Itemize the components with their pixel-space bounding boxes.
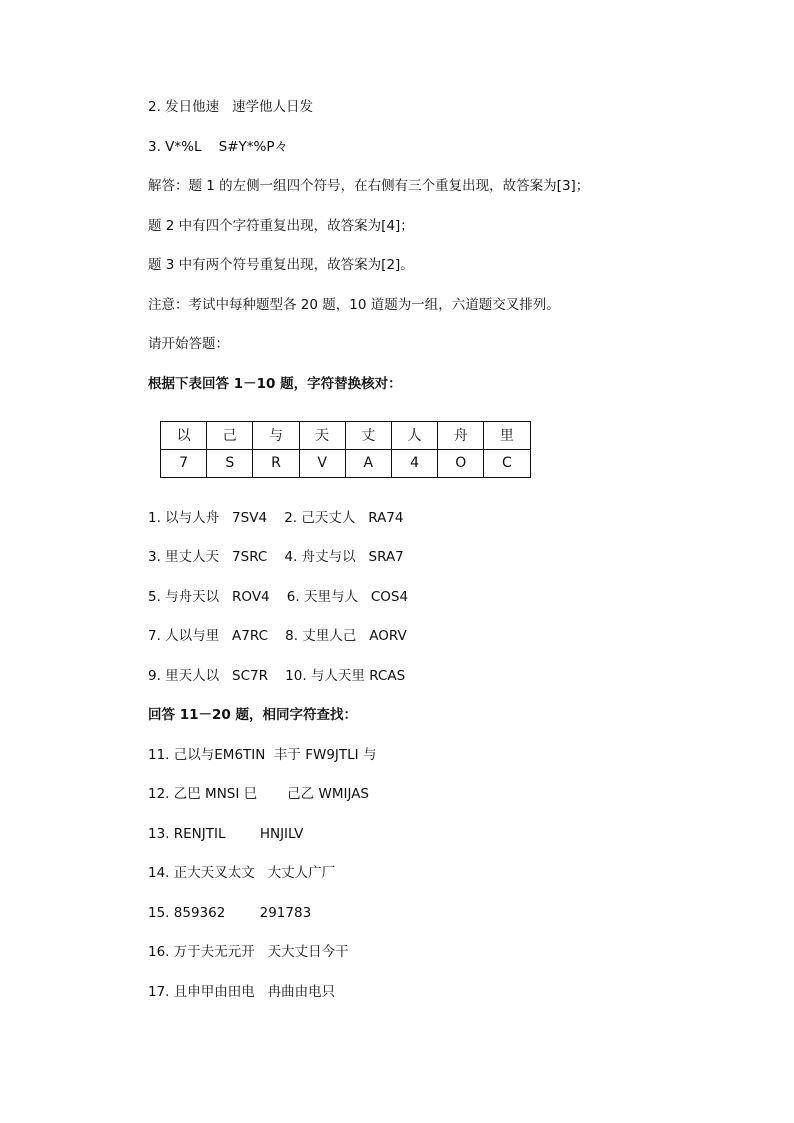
key-code-cell: 4	[391, 449, 437, 477]
question-line: 12. 乙巴 MNSI 巳 己乙 WMIJAS	[148, 786, 369, 802]
question-line: 17. 且申甲由田电 冉曲由电只	[148, 983, 336, 1000]
key-code-cell: R	[253, 449, 299, 477]
answer-explanation-2: 题 2 中有四个字符重复出现，故答案为[4]；	[148, 217, 414, 234]
question-line: 15. 859362 291783	[148, 904, 312, 921]
key-table-row-chars	[161, 421, 531, 449]
question-line: 11. 己以与EM6TIN 丰于 FW9JTLI 与	[148, 746, 377, 763]
question-line: 7. 人以与里 A7RC 8. 丈里人己 AORV	[148, 628, 407, 644]
question-line: 1. 以与人舟 7SV4 2. 己天丈人 RA74	[148, 509, 404, 526]
key-char-cell: 丈	[345, 421, 391, 449]
question-line: 3. 里丈人天 7SRC 4. 舟丈与以 SRA7	[148, 549, 404, 565]
key-char-cell: 己	[207, 421, 253, 449]
question-line: 16. 万于夫无元开 天大丈日今干	[148, 944, 349, 960]
key-char-cell: 人	[391, 421, 437, 449]
document-page	[148, 96, 708, 1020]
key-code-cell: S	[207, 449, 253, 477]
key-char-cell: 天	[299, 421, 345, 449]
key-table-container	[160, 421, 708, 479]
section2-items	[148, 744, 708, 1003]
key-char-cell: 里	[484, 421, 530, 449]
key-char-cell: 舟	[438, 421, 484, 449]
section1-items	[148, 507, 708, 687]
question-line: 9. 里天人以 SC7R 10. 与人天里 RCAS	[148, 667, 406, 684]
exam-note: 注意：考试中每种题型各 20 题，10 道题为一组，六道题交叉排列。	[148, 296, 560, 313]
key-table-row-codes	[161, 449, 531, 477]
key-code-cell: C	[484, 449, 530, 477]
question-line: 14. 正大天叉太文 大丈人广厂	[148, 865, 336, 881]
key-char-cell: 与	[253, 421, 299, 449]
key-code-cell: 7	[161, 449, 207, 477]
key-code-cell: O	[438, 449, 484, 477]
answer-explanation-1: 解答：题 1 的左侧一组四个符号，在右侧有三个重复出现，故答案为[3]；	[148, 178, 590, 194]
key-char-cell: 以	[161, 421, 207, 449]
character-key-table	[160, 421, 531, 478]
question-line: 5. 与舟天以 ROV4 6. 天里与人 COS4	[148, 588, 409, 605]
start-prompt: 请开始答题：	[148, 336, 229, 352]
example-line-2: 2. 发日他速 速学他人日发	[148, 99, 314, 115]
answer-explanation-3: 题 3 中有两个符号重复出现，故答案为[2]。	[148, 257, 414, 273]
key-code-cell: V	[299, 449, 345, 477]
question-line: 13. RENJTIL HNJILV	[148, 825, 304, 842]
section1-heading: 根据下表回答 1－10 题，字符替换核对：	[148, 375, 402, 392]
example-line-3: 3. V*%L S#Y*%P々	[148, 138, 289, 155]
section2-heading: 回答 11－20 题，相同字符查找：	[148, 707, 357, 723]
key-code-cell: A	[345, 449, 391, 477]
